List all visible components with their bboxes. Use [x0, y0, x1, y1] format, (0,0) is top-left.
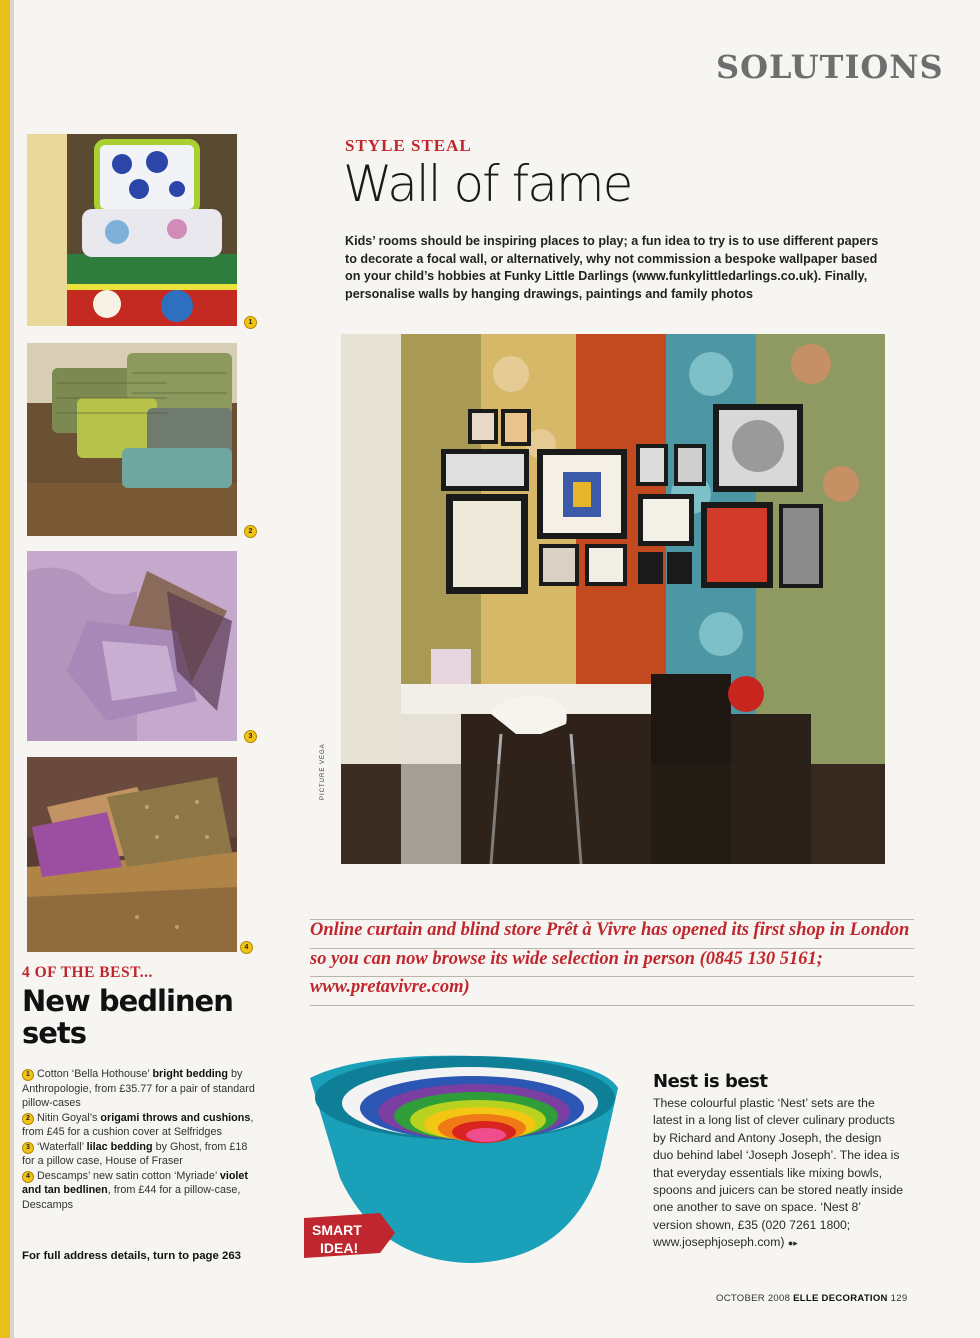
page-footer: OCTOBER 2008 ELLE DECORATION 129 [716, 1293, 908, 1304]
thumb-number-3: 3 [244, 730, 257, 743]
wall-of-fame-image [341, 334, 885, 864]
address-reference: For full address details, turn to page 263 [22, 1250, 242, 1262]
end-mark-icon: ●▸ [787, 1238, 798, 1249]
thumb-number-2: 2 [244, 525, 257, 538]
yellow-page-edge [0, 0, 10, 1338]
smart-badge-line1: SMART [312, 1222, 362, 1238]
section-heading: SOLUTIONS [716, 48, 944, 86]
pretavivre-pullquote: Online curtain and blind store Prêt à Vivre has opened its first shop in London so you can now browse its wide selection in person (0845 130 5161; www.pretavivre.com) [310, 920, 910, 997]
article-kicker: STYLE STEAL [345, 136, 472, 155]
list-item: 3 ‘Waterfall’ lilac bedding by Ghost, from £18 for a pillow case, House of Fraser [22, 1140, 248, 1167]
best-title: New bedlinen sets [22, 984, 233, 1050]
bullet-number: 4 [22, 1171, 34, 1183]
smart-badge-line2: IDEA! [320, 1240, 359, 1256]
bullet-number: 1 [22, 1069, 34, 1081]
bedding-photo-4 [27, 757, 237, 952]
bright-bedding-image [27, 134, 237, 326]
bedding-photo-1 [27, 134, 237, 326]
nest-bowls-image [300, 1048, 640, 1288]
bedding-photo-2 [27, 343, 237, 536]
best-kicker: 4 OF THE BEST... [22, 964, 153, 981]
thumb-number-1: 1 [244, 316, 257, 329]
bedding-photo-3 [27, 551, 237, 741]
lilac-bedding-image [27, 551, 237, 741]
nest-body: These colourful plastic ‘Nest’ sets are the latest in a long list of clever culinary products by Richard and Antony Joseph, the design duo behind label ‘Joseph Joseph’. The idea is that everyday essentials like mixing bowls, spoons and juicers can be stored neatly inside one another to save on space. ‘Nest 8’ version shown, £35 (020 7261 1800; www.josephjoseph.com) ●▸ [653, 1096, 903, 1250]
page-number: 129 [890, 1293, 908, 1304]
bullet-number: 2 [22, 1113, 34, 1125]
article-standfirst: Kids’ rooms should be inspiring places to play; a fun idea to try is to use different papers to decorate a focal wall, or alternatively, why not commission a bespoke wallpaper based on your child’s hobbies at Funky Little Darlings (www.funkylittledarlings.co.uk). Finally, personalise walls by hanging drawings, paintings and family photos [345, 234, 879, 301]
photo-credit: PICTURE VEGA [320, 743, 326, 800]
article-title: Wall of fame [343, 155, 632, 213]
thumb-number-4: 4 [240, 941, 253, 954]
divider [310, 1005, 914, 1006]
nest-bowls-photo [300, 1048, 640, 1288]
kids-room-photo [341, 334, 885, 864]
origami-cushions-image [27, 343, 237, 536]
nest-title: Nest is best [653, 1071, 768, 1092]
list-item: 4 Descamps’ new satin cotton ‘Myriade’ violet and tan bedlinen, from £44 for a pillow-case, Descamps [22, 1169, 249, 1211]
best-list [22, 1067, 262, 1212]
violet-tan-bedlinen-image [27, 757, 237, 952]
list-item: 2 Nitin Goyal’s origami throws and cushions, from £45 for a cushion cover at Selfridges [22, 1111, 254, 1138]
bullet-number: 3 [22, 1142, 34, 1154]
page-gutter [10, 0, 14, 1338]
list-item: 1 Cotton ‘Bella Hothouse’ bright bedding by Anthropologie, from £35.77 for a pair of standard pillow-cases [22, 1068, 255, 1109]
